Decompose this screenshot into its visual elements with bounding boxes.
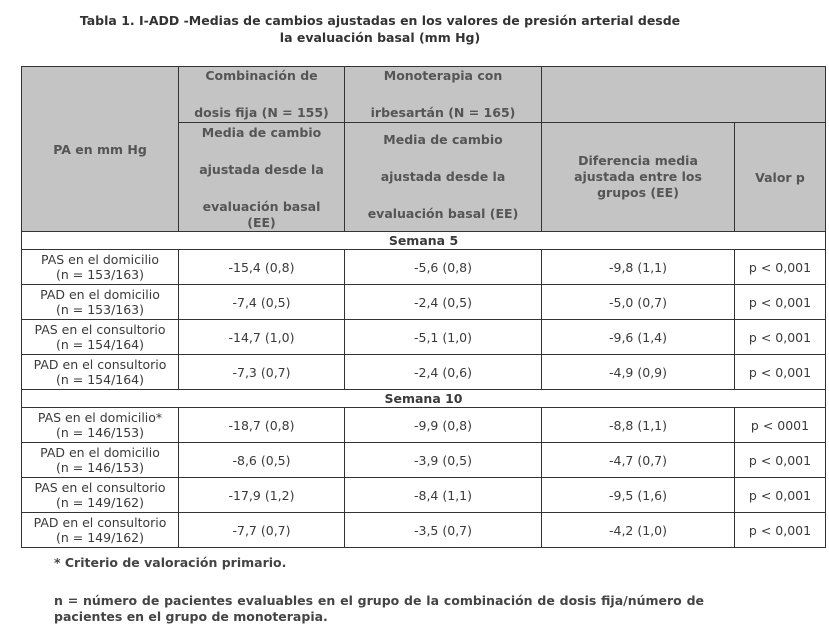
cell-difference: -4,7 (0,7) [542, 443, 735, 478]
cell-combination: -7,7 (0,7) [179, 513, 345, 548]
cell-p-value: p < 0,001 [735, 443, 826, 478]
row-measure [22, 355, 179, 390]
header-mean-combination-c: evaluación basal [202, 199, 321, 214]
note-n-definition: n = número de pacientes evaluables en el grupo de la combinación de dosis fija/número de pacientes en el grupo de monoterapia. [54, 593, 704, 624]
row-measure [22, 478, 179, 513]
cell-difference: -9,8 (1,1) [542, 250, 735, 285]
table-body [22, 232, 826, 548]
cell-difference: -8,8 (1,1) [542, 408, 735, 443]
table-notes [54, 555, 704, 625]
header-group-monotherapy-line1: Monoterapia con [383, 68, 503, 83]
table-row [22, 443, 826, 478]
header-difference [542, 123, 735, 232]
table-row [22, 408, 826, 443]
section-label: Semana 10 [22, 390, 826, 408]
cell-combination: -15,4 (0,8) [179, 250, 345, 285]
cell-monotherapy: -9,9 (0,8) [345, 408, 542, 443]
row-measure [22, 285, 179, 320]
cell-difference: -4,9 (0,9) [542, 355, 735, 390]
table-row [22, 250, 826, 285]
header-group-combination-line2: dosis fija (N = 155) [194, 105, 329, 120]
cell-monotherapy: -3,5 (0,7) [345, 513, 542, 548]
header-mean-monotherapy-b: ajustada desde la [380, 169, 506, 184]
row-measure [22, 250, 179, 285]
cell-difference: -9,6 (1,4) [542, 320, 735, 355]
header-p-value: Valor p [735, 123, 826, 232]
row-measure-n: (n = 146/153) [55, 425, 145, 440]
header-group-monotherapy [345, 67, 542, 123]
row-measure [22, 443, 179, 478]
cell-combination: -17,9 (1,2) [179, 478, 345, 513]
table-title-line2: la evaluación basal (mm Hg) [279, 30, 481, 45]
section-label: Semana 5 [22, 232, 826, 250]
table-title-line1: Tabla 1. I-ADD -Medias de cambios ajustadas en los valores de presión arterial desde [79, 13, 681, 28]
cell-combination: -18,7 (0,8) [179, 408, 345, 443]
cell-combination: -7,3 (0,7) [179, 355, 345, 390]
row-measure-name: PAD en el consultorio [33, 357, 167, 372]
cell-p-value: p < 0,001 [735, 285, 826, 320]
header-mean-combination-a: Media de cambio [201, 125, 322, 140]
header-mean-combination-d: (EE) [247, 215, 276, 230]
header-difference-a: Diferencia media [578, 153, 698, 168]
cell-monotherapy: -2,4 (0,5) [345, 285, 542, 320]
header-difference-c: grupos (EE) [597, 185, 679, 200]
cell-combination: -7,4 (0,5) [179, 285, 345, 320]
header-group-combination [179, 67, 345, 123]
header-mean-monotherapy-a: Media de cambio [383, 132, 503, 147]
cell-monotherapy: -5,1 (1,0) [345, 320, 542, 355]
table-row [22, 355, 826, 390]
header-pa: PA en mm Hg [22, 67, 179, 232]
header-difference-b: ajustada entre los [574, 169, 702, 184]
note-primary-endpoint: * Criterio de valoración primario. [54, 555, 287, 570]
cell-p-value: p < 0,001 [735, 513, 826, 548]
table-header [22, 67, 826, 232]
row-measure [22, 408, 179, 443]
row-measure-n: (n = 154/164) [55, 372, 145, 387]
header-mean-monotherapy [345, 123, 542, 232]
table-row [22, 285, 826, 320]
header-empty [542, 67, 826, 123]
row-measure-name: PAS en el consultorio [34, 480, 166, 495]
header-mean-combination-b: ajustada desde la [199, 162, 324, 177]
table-row [22, 478, 826, 513]
cell-p-value: p < 0,001 [735, 250, 826, 285]
row-measure-name: PAS en el domicilio [40, 252, 160, 267]
row-measure-name: PAD en el domicilio [40, 445, 160, 460]
cell-difference: -5,0 (0,7) [542, 285, 735, 320]
cell-difference: -9,5 (1,6) [542, 478, 735, 513]
cell-monotherapy: -5,6 (0,8) [345, 250, 542, 285]
cell-p-value: p < 0,001 [735, 478, 826, 513]
row-measure-n: (n = 153/163) [55, 267, 145, 282]
row-measure-name: PAS en el consultorio [34, 322, 166, 337]
row-measure-name: PAD en el domicilio [40, 287, 160, 302]
row-measure-n: (n = 154/164) [55, 337, 145, 352]
cell-combination: -8,6 (0,5) [179, 443, 345, 478]
row-measure-n: (n = 146/153) [55, 460, 145, 475]
results-table [21, 66, 826, 548]
cell-p-value: p < 0,001 [735, 355, 826, 390]
row-measure-n: (n = 149/162) [55, 495, 145, 510]
row-measure-name: PAS en el domicilio* [37, 410, 163, 425]
table-row [22, 513, 826, 548]
header-group-combination-line1: Combinación de [205, 68, 318, 83]
cell-difference: -4,2 (1,0) [542, 513, 735, 548]
cell-monotherapy: -3,9 (0,5) [345, 443, 542, 478]
header-mean-combination [179, 123, 345, 232]
row-measure-name: PAD en el consultorio [33, 515, 167, 530]
header-group-monotherapy-line2: irbesartán (N = 165) [370, 105, 516, 120]
header-mean-monotherapy-c: evaluación basal (EE) [367, 206, 519, 221]
cell-p-value: p < 0001 [735, 408, 826, 443]
cell-monotherapy: -2,4 (0,6) [345, 355, 542, 390]
row-measure-n: (n = 149/162) [55, 530, 145, 545]
cell-monotherapy: -8,4 (1,1) [345, 478, 542, 513]
table-row [22, 320, 826, 355]
cell-p-value: p < 0,001 [735, 320, 826, 355]
row-measure-n: (n = 153/163) [55, 302, 145, 317]
table-title [0, 12, 760, 46]
cell-combination: -14,7 (1,0) [179, 320, 345, 355]
row-measure [22, 513, 179, 548]
row-measure [22, 320, 179, 355]
